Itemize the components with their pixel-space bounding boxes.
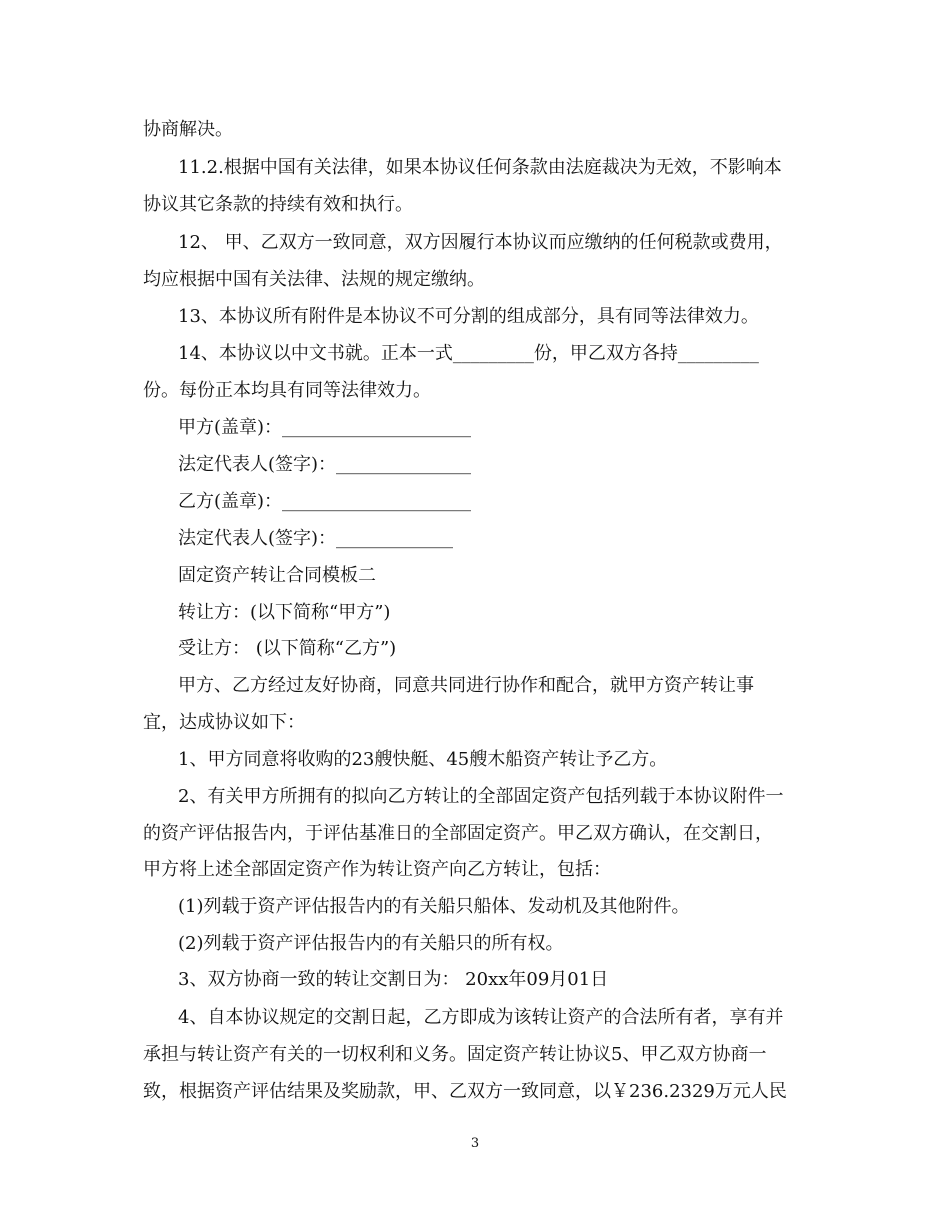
text-line: 受让方： (以下简称“乙方”) bbox=[178, 638, 397, 659]
text-line: 1、甲方同意将收购的23艘快艇、45艘木船资产转让予乙方。 bbox=[178, 749, 668, 770]
text-line: (2)列载于资产评估报告内的有关船只的所有权。 bbox=[178, 933, 564, 954]
text-line: 13、本协议所有附件是本协议不可分割的组成部分，具有同等法律效力。 bbox=[178, 306, 759, 327]
text-line: 致，根据资产评估结果及奖励款，甲、乙双方一致同意，以￥236.2329万元人民 bbox=[143, 1081, 787, 1102]
text-line: 2、有关甲方所拥有的拟向乙方转让的全部固定资产包括列载于本协议附件一 bbox=[178, 786, 784, 807]
page-number: 3 bbox=[470, 1136, 480, 1151]
text-line: 14、本协议以中文书就。正本一式_________份，甲乙双方各持_________ bbox=[178, 343, 759, 364]
signature-line-party-a: 甲方(盖章)：_____________________ bbox=[178, 417, 472, 438]
text-line: 转让方：(以下简称“甲方”) bbox=[178, 602, 391, 623]
signature-line-rep-a: 法定代表人(签字)：_______________ bbox=[178, 454, 472, 475]
signature-line-party-b: 乙方(盖章)：_____________________ bbox=[178, 491, 472, 512]
text-line: 3、双方协商一致的转让交割日为： 20xx年09月01日 bbox=[178, 969, 609, 990]
text-line: 均应根据中国有关法律、法规的规定缴纳。 bbox=[143, 269, 485, 290]
text-line: 协商解决。 bbox=[143, 119, 233, 140]
signature-line-rep-b: 法定代表人(签字)：_____________ bbox=[178, 528, 454, 549]
text-line: 协议其它条款的持续有效和执行。 bbox=[143, 194, 413, 215]
text-line: 宜，达成协议如下： bbox=[143, 712, 305, 733]
text-line: 4、自本协议规定的交割日起，乙方即成为该转让资产的合法所有者，享有并 bbox=[178, 1007, 784, 1028]
text-line: 甲方将上述全部固定资产作为转让资产向乙方转让，包括： bbox=[143, 859, 611, 880]
text-line: 份。每份正本均具有同等法律效力。 bbox=[143, 380, 431, 401]
text-line: 的资产评估报告内，于评估基准日的全部固定资产。甲乙双方确认，在交割日， bbox=[143, 823, 773, 844]
text-line: (1)列载于资产评估报告内的有关船只船体、发动机及其他附件。 bbox=[178, 896, 690, 917]
text-line: 12、 甲、乙双方一致同意，双方因履行本协议而应缴纳的任何税款或费用， bbox=[178, 232, 783, 253]
text-line: 甲方、乙方经过友好协商，同意共同进行协作和配合，就甲方资产转让事 bbox=[178, 675, 754, 696]
section-title: 固定资产转让合同模板二 bbox=[178, 565, 376, 586]
text-line: 11.2.根据中国有关法律，如果本协议任何条款由法庭裁决为无效，不影响本 bbox=[178, 157, 782, 178]
text-line: 承担与转让资产有关的一切权利和义务。固定资产转让协议5、甲乙双方协商一 bbox=[143, 1044, 767, 1065]
